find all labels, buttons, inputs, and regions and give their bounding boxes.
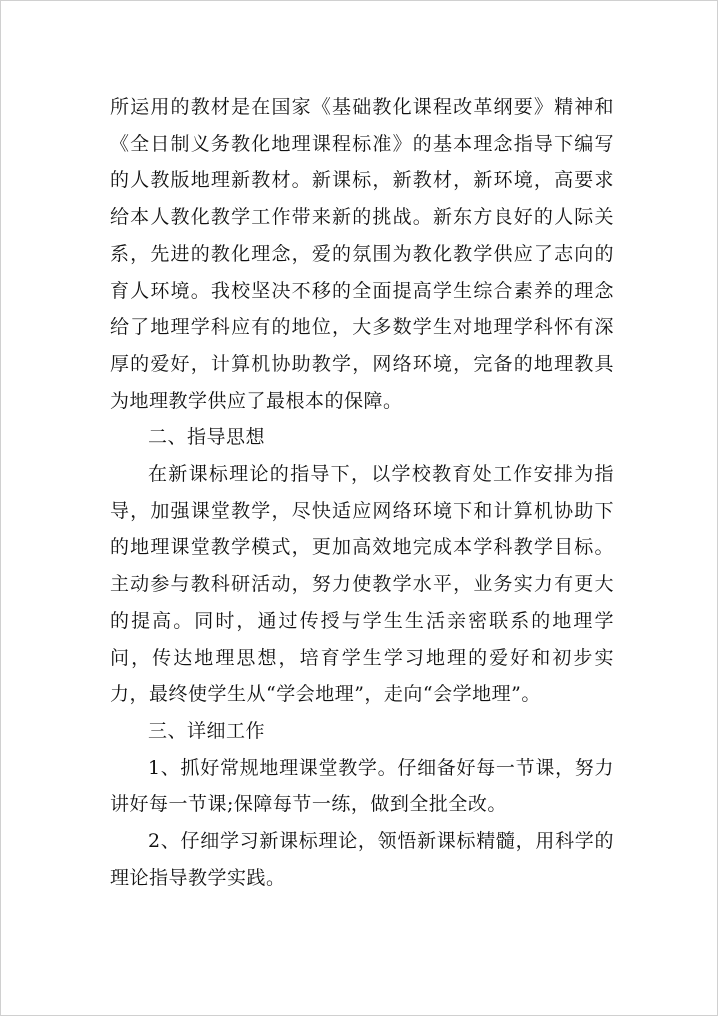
paragraph-work-item-2: 2、仔细学习新课标理论，领悟新课标精髓，用科学的理论指导教学实践。 xyxy=(110,830,614,889)
paragraph-textbook-intro: 所运用的教材是在国家《基础教化课程改革纲要》精神和《全日制义务教化地理课程标准》的基本理念指导下编写的人教版地理新教材。新课标，新教材，新环境，高要求给本人教化教学工作带来新的挑战。新东方良好的人际关系，先进的教化理念，爱的氛围为教化教学供应了志向的育人环境。我校坚决不移的全面提高学生综合素养的理念给了地理学科应有的地位，大多数学生对地理学科怀有深厚的爱好，计算机协助教学，网络环境，完备的地理教具为地理教学供应了最根本的保障。 xyxy=(110,96,614,412)
paragraph-guiding-ideology: 在新课标理论的指导下，以学校教育处工作安排为指导，加强课堂教学，尽快适应网络环境下和计算机协助下的地理课堂教学模式，更加高效地完成本学科教学目标。主动参与教科研活动，努力使教学水平，业务实力有更大的提高。同时，通过传授与学生生活亲密联系的地理学问，传达地理思想，培育学生学习地理的爱好和初步实力，最终使学生从“学会地理”，走向“会学地理”。 xyxy=(110,463,614,706)
document-body xyxy=(110,89,614,896)
heading-guiding-ideology: 二、指导思想 xyxy=(148,426,266,449)
paragraph-work-item-1: 1、抓好常规地理课堂教学。仔细备好每一节课，努力讲好每一节课;保障每节一练，做到全批全改。 xyxy=(110,756,614,816)
heading-detailed-work: 三、详细工作 xyxy=(148,719,266,742)
